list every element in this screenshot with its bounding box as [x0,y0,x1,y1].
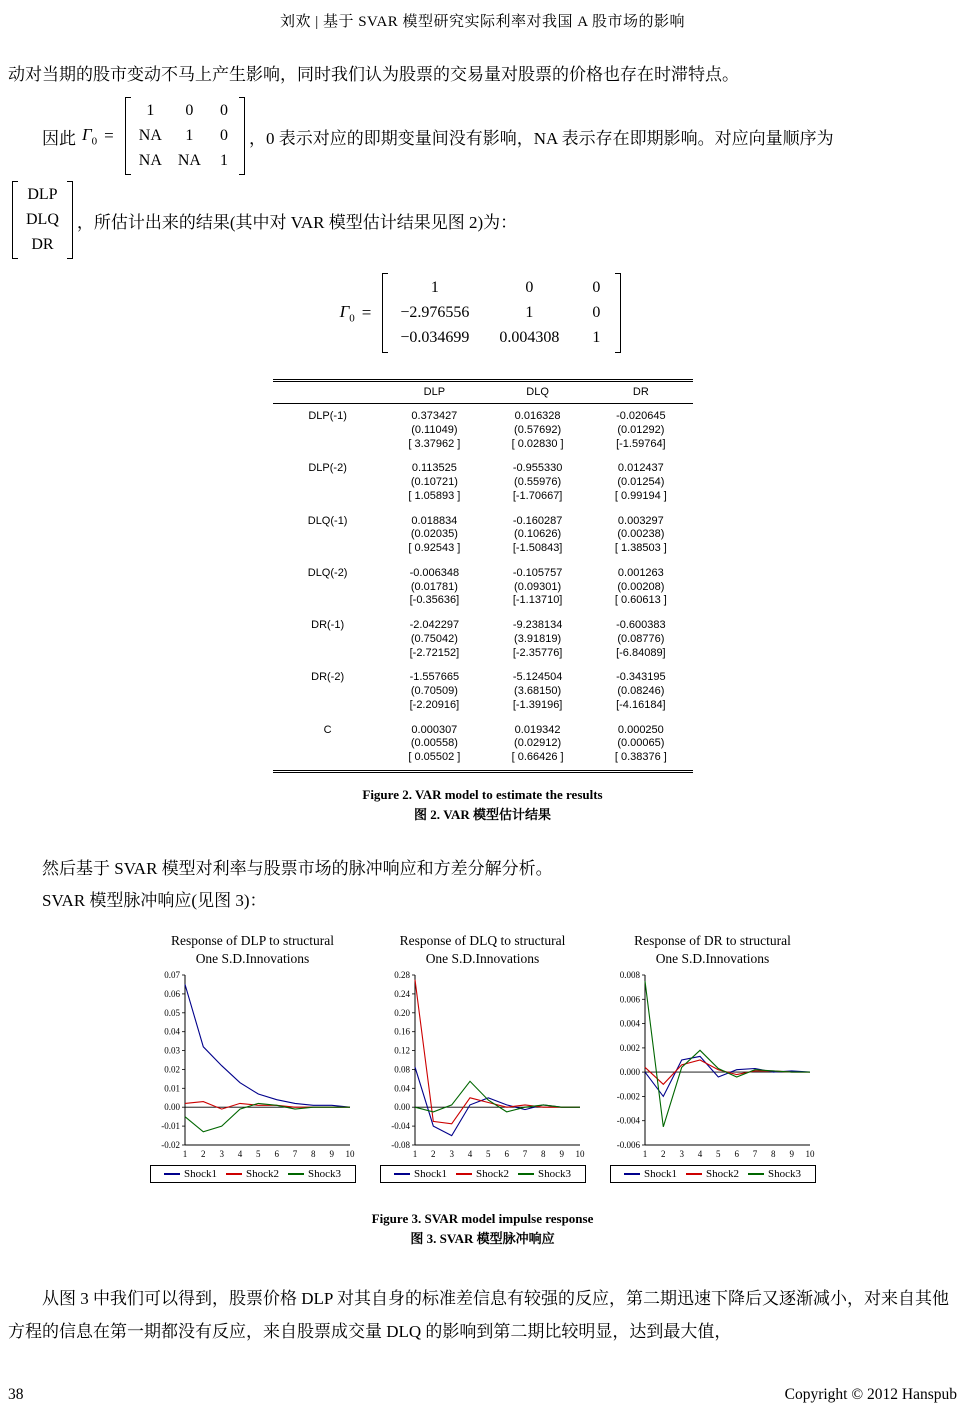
svg-text:0.00: 0.00 [394,1102,410,1113]
table-cell-line: (3.91819) [514,632,562,645]
matrix-cell: 1 [525,304,534,322]
legend-label: Shock1 [184,1168,217,1181]
table-cell-line: (3.68150) [514,685,562,698]
svg-text:0.28: 0.28 [394,970,410,981]
table-cell-line: (0.01254) [617,476,665,489]
table-row-label: DLP(-1) [308,410,347,423]
chart-legend [380,1165,586,1183]
table-row-label: DLP(-2) [308,462,347,475]
table-cell-line: (0.00065) [617,737,665,750]
table-cell-line: (0.75042) [410,632,458,645]
svg-text:5: 5 [486,1149,491,1160]
svg-text:7: 7 [292,1149,298,1160]
table-cell-line: (0.01781) [410,580,458,593]
table-cell-line: -0.020645 [616,410,666,423]
legend-label: Shock3 [538,1168,571,1181]
table-cell [589,404,692,457]
table-cell-line: -1.557665 [409,671,460,684]
matrix-cell: 0.004308 [499,329,560,347]
equals-sign: = [104,126,114,146]
chart-title-line1: Response of DLP to structural [171,932,334,948]
matrix-body [388,273,615,353]
legend-item [394,1168,447,1180]
svg-text:1: 1 [412,1149,418,1160]
matrix-cell: 0 [525,279,534,297]
table-row [273,456,693,508]
figure3-caption [8,1209,957,1249]
svg-text:-0.006: -0.006 [616,1140,640,1151]
chart-plot [145,970,360,1162]
matrix-cell: NA [138,152,162,170]
svg-text:0.02: 0.02 [164,1064,180,1075]
table-cell-line: (0.08776) [617,632,665,645]
legend-label: Shock3 [308,1168,341,1181]
svg-text:9: 9 [789,1149,794,1160]
svg-text:3: 3 [219,1149,224,1160]
table-row-label: DR(-1) [311,619,345,632]
table-cell [383,718,486,772]
table-cell [486,665,589,717]
table-cell-line: (0.01292) [617,423,665,436]
table-cell-line: (0.00558) [410,737,458,750]
table-cell-line: [-2.20916] [409,698,460,711]
table-cell-line: [ 0.60613 ] [614,594,667,607]
table-cell-line: -0.343195 [616,671,666,684]
table-cell [486,718,589,772]
table-cell-line: (0.10626) [514,528,562,541]
legend-item [624,1168,677,1180]
matrix-body [131,97,239,175]
table-row [273,561,693,613]
table-cell-line: [-1.59764] [616,437,666,450]
table-cell-line: 0.113525 [411,462,457,475]
svg-text:-0.08: -0.08 [391,1140,410,1151]
table-cell-line: 0.000250 [617,723,664,736]
table-cell-line: -5.124504 [512,671,563,684]
table-cell-line: [-4.16184] [616,698,666,711]
chart-legend [150,1165,356,1183]
svg-text:0.16: 0.16 [394,1026,410,1037]
gamma-glyph: Γ [339,302,350,322]
svg-text:8: 8 [311,1149,316,1160]
table-cell-line: [-2.72152] [409,646,460,659]
table-cell-line: (0.02035) [410,528,458,541]
svg-text:6: 6 [504,1149,509,1160]
svg-text:0.04: 0.04 [394,1083,410,1094]
matrix-cell: 0 [592,304,601,322]
table-cell-line: 0.018834 [411,514,458,527]
chart-title-line2: One S.D.Innovations [655,950,770,966]
svg-text:1: 1 [182,1149,188,1160]
table-cell-line: [-1.39196] [512,698,563,711]
paragraph-figure3-analysis: 从图 3 中我们可以得到，股票价格 DLP 对其自身的标准差信息有较强的反应，第二期迅速下降后又逐渐减小，对来自其他方程的信息在第一期都没有反应，来自股票成交量 DLQ 的影响到第二期比较明显，达到最大值， [8,1289,949,1341]
legend-line-swatch [456,1173,472,1175]
legend-item [164,1168,217,1180]
table-cell-line: 0.001263 [617,566,664,579]
matrix-body [18,181,67,259]
table-cell-line: [-2.35776] [512,646,563,659]
svg-text:0.000: 0.000 [619,1067,640,1078]
gamma0-pattern-matrix [125,97,245,175]
table-row [273,404,693,457]
copyright-text: Copyright © 2012 Hanspub [784,1386,957,1403]
equals-sign: = [361,303,372,323]
equation-gamma0-structure [8,97,957,175]
chart-title [374,932,592,968]
table-row [273,509,693,561]
svg-text:7: 7 [522,1149,528,1160]
table-row-label: DR(-2) [311,671,345,684]
svg-text:0.24: 0.24 [394,989,410,1000]
table-col-header: DR [632,386,649,399]
chart-legend [610,1165,816,1183]
page-number: 38 [8,1386,24,1403]
svg-text:10: 10 [805,1149,815,1160]
table-cell-line: [-0.35636] [409,594,460,607]
var-table-header-row [273,381,693,404]
table-cell [589,561,692,613]
matrix-cell: DR [31,236,54,254]
svg-text:-0.004: -0.004 [616,1115,640,1126]
table-cell-line: -0.955330 [512,462,563,475]
svg-text:-0.02: -0.02 [161,1140,180,1151]
table-cell-line: (0.55976) [514,476,562,489]
table-cell [589,613,692,665]
paragraph-impulse-intro: SVAR 模型脉冲响应(见图 3)： [42,891,267,911]
matrix-cell: 1 [592,329,601,347]
gamma-symbol [82,125,97,147]
svg-text:4: 4 [467,1149,473,1160]
table-cell [589,456,692,508]
table-cell [486,561,589,613]
table-cell [486,613,589,665]
matrix-cell: 1 [219,152,228,170]
table-cell-line: [-1.50843] [512,542,563,555]
figure2-caption-en: Figure 2. VAR model to estimate the results [362,786,603,802]
legend-label: Shock1 [644,1168,677,1181]
table-cell-line: (0.09301) [514,580,562,593]
variable-vector-line [8,181,957,259]
table-cell-line: -0.006348 [409,566,460,579]
chart-plot [375,970,590,1162]
table-cell-line: 0.016328 [514,410,561,423]
svg-text:3: 3 [679,1149,684,1160]
svg-text:2: 2 [201,1149,206,1160]
svg-text:-0.01: -0.01 [161,1121,180,1132]
svg-text:-0.04: -0.04 [391,1121,410,1132]
equation-gamma0-estimated [8,273,957,353]
chart-dlq-response [374,932,592,1183]
table-cell [383,456,486,508]
table-cell [383,665,486,717]
matrix-cell: −2.976556 [400,304,470,322]
table-cell-line: [-6.84089] [616,646,666,659]
matrix-cell: −0.034699 [400,329,470,347]
variable-vector [12,181,73,259]
legend-item [748,1168,801,1180]
legend-item [456,1168,509,1180]
svg-text:5: 5 [256,1149,261,1160]
table-cell-line: (0.11049) [411,423,458,436]
table-cell-line: [ 0.05502 ] [408,751,461,764]
chart-title-line2: One S.D.Innovations [195,950,310,966]
svg-text:2: 2 [431,1149,436,1160]
var-estimation-table [273,379,693,773]
eq-tail-text: ，0 表示对应的即期变量间没有影响，NA 表示存在即期影响。对应向量顺序为 [248,128,834,148]
legend-line-swatch [686,1173,702,1175]
table-row-label: C [323,723,332,736]
svg-text:0.06: 0.06 [164,989,180,1000]
svg-text:0.12: 0.12 [394,1045,410,1056]
table-cell-line: 0.003297 [617,514,664,527]
table-cell-line: 0.373427 [411,410,458,423]
table-corner [273,381,383,404]
matrix-cell: NA [177,152,201,170]
table-cell-line: 0.012437 [617,462,664,475]
chart-title [144,932,362,968]
svg-text:0.04: 0.04 [164,1026,180,1037]
table-row [273,613,693,665]
legend-line-swatch [518,1173,534,1175]
chart-dlp-response [144,932,362,1183]
bracket-right [67,181,73,259]
table-cell-line: -2.042297 [409,619,460,632]
svg-text:0.01: 0.01 [164,1083,180,1094]
matrix-cell: 0 [219,127,228,145]
svg-text:4: 4 [697,1149,703,1160]
table-cell-line: (0.10721) [410,476,458,489]
svg-text:0.20: 0.20 [394,1007,410,1018]
table-cell-line: -9.238134 [512,619,563,632]
chart-title-line2: One S.D.Innovations [425,950,540,966]
eq-lead-text: 因此 [42,128,76,148]
matrix-cell: DLP [27,186,58,204]
matrix-cell: 0 [219,102,228,120]
table-cell-line: -0.105757 [512,566,563,579]
table-cell-line: (0.70509) [410,685,458,698]
vector-tail-text: ，所估计出来的结果(其中对 VAR 模型估计结果见图 2)为： [76,212,518,232]
svg-text:2: 2 [661,1149,666,1160]
table-cell [486,509,589,561]
table-row-label: DLQ(-1) [307,514,348,527]
svg-text:6: 6 [734,1149,739,1160]
svg-text:8: 8 [771,1149,776,1160]
table-cell-line: -0.160287 [512,514,563,527]
legend-line-swatch [394,1173,410,1175]
svg-text:6: 6 [274,1149,279,1160]
chart-dr-response [604,932,822,1183]
legend-item [226,1168,279,1180]
svg-text:5: 5 [716,1149,721,1160]
svg-text:3: 3 [449,1149,454,1160]
gamma-symbol [340,302,355,324]
var-table-body [273,404,693,772]
svg-text:0.05: 0.05 [164,1007,180,1018]
svg-text:9: 9 [559,1149,564,1160]
svg-text:0.08: 0.08 [394,1064,410,1075]
legend-line-swatch [226,1173,242,1175]
table-cell [383,613,486,665]
table-cell-line: (0.08246) [617,685,665,698]
matrix-cell: 1 [146,102,155,120]
gamma-glyph: Γ [82,125,92,145]
table-col-header: DLP [423,386,446,399]
table-cell-line: [ 0.92543 ] [408,542,461,555]
matrix-cell: 0 [592,279,601,297]
matrix-cell: 1 [185,127,194,145]
chart-title [604,932,822,968]
table-cell-line: (0.00238) [617,528,665,541]
legend-item [288,1168,341,1180]
table-cell-line: [ 0.99194 ] [614,489,667,502]
svg-text:0.002: 0.002 [619,1043,640,1054]
svg-text:10: 10 [575,1149,585,1160]
legend-label: Shock2 [476,1168,509,1181]
paragraph-svar-intro: 然后基于 SVAR 模型对利率与股票市场的脉冲响应和方差分解分析。 [42,859,553,879]
table-row [273,718,693,772]
svg-text:-0.002: -0.002 [616,1091,640,1102]
svg-text:9: 9 [329,1149,334,1160]
figure2-caption [8,785,957,825]
legend-label: Shock2 [246,1168,279,1181]
svg-text:1: 1 [642,1149,648,1160]
table-cell-line: [ 3.37962 ] [408,437,461,450]
table-cell [383,561,486,613]
table-cell-line: [ 0.66426 ] [511,751,564,764]
svg-text:10: 10 [345,1149,355,1160]
table-cell [486,456,589,508]
svg-text:0.00: 0.00 [164,1102,180,1113]
table-row [273,665,693,717]
running-head: 刘欢 | 基于 SVAR 模型研究实际利率对我国 A 股市场的影响 [279,14,686,30]
table-cell-line: [ 1.05893 ] [408,489,461,502]
gamma-subscript: 0 [349,312,355,325]
table-cell-line: [-1.70667] [512,489,563,502]
svg-text:8: 8 [541,1149,546,1160]
matrix-cell: 1 [430,279,439,297]
paragraph-continuation: 动对当期的股市变动不马上产生影响，同时我们认为股票的交易量对股票的价格也存在时滞特点。 [8,65,739,84]
legend-line-swatch [624,1173,640,1175]
table-cell-line: -0.600383 [616,619,666,632]
legend-item [686,1168,739,1180]
legend-label: Shock1 [414,1168,447,1181]
table-cell-line: (0.57692) [514,423,562,436]
table-cell-line: (0.00208) [617,580,665,593]
figure2-caption-zh: 图 2. VAR 模型估计结果 [414,806,551,822]
legend-line-swatch [288,1173,304,1175]
table-cell [383,404,486,457]
svg-text:0.004: 0.004 [619,1018,640,1029]
legend-line-swatch [748,1173,764,1175]
svg-text:0.006: 0.006 [619,994,640,1005]
table-cell [589,718,692,772]
bracket-right [239,97,245,175]
table-cell-line: 0.019342 [514,723,561,736]
table-cell-line: [-1.13710] [512,594,563,607]
table-cell-line: (0.02912) [514,737,562,750]
gamma0-estimated-matrix [382,273,621,353]
table-cell [589,509,692,561]
table-row-label: DLQ(-2) [307,566,348,579]
legend-item [518,1168,571,1180]
table-cell-line: [ 0.38376 ] [614,751,667,764]
svg-text:0.03: 0.03 [164,1045,180,1056]
bracket-right [615,273,621,353]
matrix-cell: NA [138,127,162,145]
table-cell [486,404,589,457]
legend-label: Shock2 [706,1168,739,1181]
figure3-caption-zh: 图 3. SVAR 模型脉冲响应 [410,1231,555,1247]
chart-plot [605,970,820,1162]
gamma-subscript: 0 [91,135,98,148]
table-col-header: DLQ [526,386,549,399]
table-cell-line: 0.000307 [411,723,458,736]
svg-text:4: 4 [237,1149,243,1160]
table-cell-line: [ 0.02830 ] [511,437,564,450]
svg-text:0.008: 0.008 [619,970,640,981]
table-cell [589,665,692,717]
svg-text:7: 7 [752,1149,758,1160]
chart-title-line1: Response of DLQ to structural [399,932,566,948]
svg-text:0.07: 0.07 [164,970,180,981]
figure3-caption-en: Figure 3. SVAR model impulse response [371,1211,594,1227]
chart-title-line1: Response of DR to structural [634,932,791,948]
table-cell [383,509,486,561]
legend-line-swatch [164,1173,180,1175]
legend-label: Shock3 [768,1168,801,1181]
impulse-response-charts [8,932,957,1183]
page-footer [8,1386,957,1404]
matrix-cell: DLQ [26,211,59,229]
table-cell-line: [ 1.38503 ] [614,542,667,555]
matrix-cell: 0 [185,102,194,120]
